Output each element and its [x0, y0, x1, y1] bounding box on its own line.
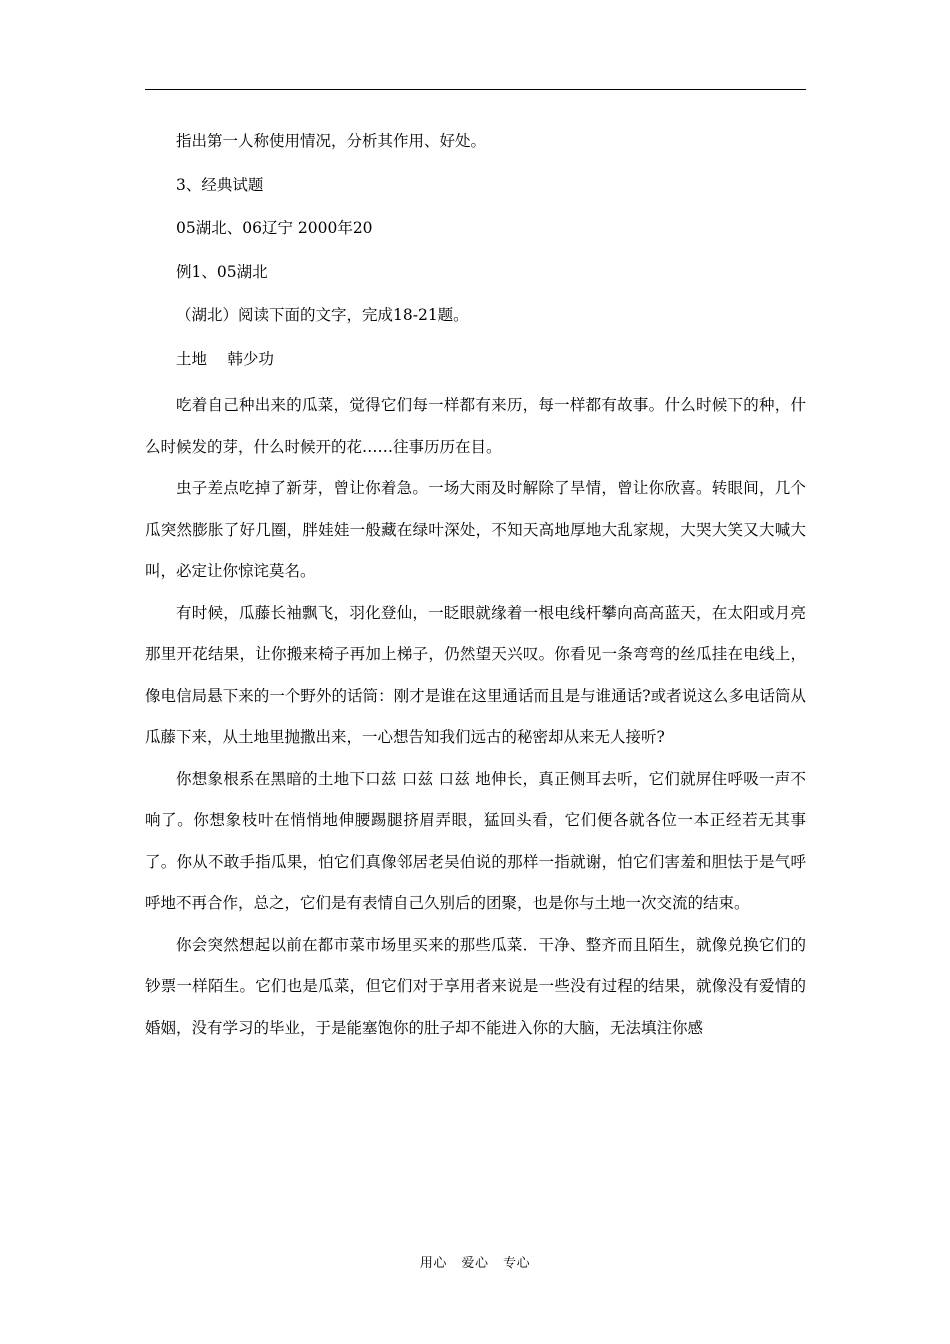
paragraph: 你会突然想起以前在都市菜市场里买来的那些瓜菜．干净、整齐而且陌生，就像兑换它们的钞票一样陌生。它们也是瓜菜，但它们对于享用者来说是一些没有过程的结果，就像没有爱情的婚姻，没有学习的毕业，于是能塞饱你的肚子却不能进入你的大脑，无法填注你感 [145, 935, 806, 1037]
text-line: 05湖北、06辽宁 2000年20 [176, 219, 373, 237]
paragraph: 有时候，瓜藤长袖飘飞，羽化登仙，一眨眼就缘着一根电线杆攀向高高蓝天，在太阳或月亮那里开花结果，让你搬来椅子再加上梯子，仍然望天兴叹。你看见一条弯弯的丝瓜挂在电线上，像电信局悬下来的一个野外的话筒：刚才是谁在这里通话而且是与谁通话?或者说这么多电话筒从瓜藤下来，从土地里抛撒出来，一心想告知我们远古的秘密却从来无人接听? [145, 603, 806, 746]
document-body [145, 120, 806, 1049]
header-rule [145, 89, 806, 90]
paragraph: 吃着自己种出来的瓜菜，觉得它们每一样都有来历，每一样都有故事。什么时候下的种，什么时候发的芽，什么时候开的花……往事历历在目。 [145, 396, 806, 456]
text-line: 指出第一人称使用情况，分析其作用、好处。 [176, 132, 487, 150]
article-title: 土地 韩少功 [176, 349, 274, 368]
section-heading: 3、经典试题 [176, 175, 264, 194]
paragraph: 虫子差点吃掉了新芽，曾让你着急。一场大雨及时解除了旱情，曾让你欣喜。转眼间，几个瓜突然膨胀了好几圈，胖娃娃一般藏在绿叶深处，不知天高地厚地大乱家规，大哭大笑又大喊大叫，必定让你惊诧莫名。 [145, 479, 806, 580]
page-footer: 用心 爱心 专心 [419, 1256, 531, 1271]
instruction-line: （湖北）阅读下面的文字，完成18-21题。 [176, 306, 469, 324]
example-heading: 例1、05湖北 [176, 262, 268, 281]
paragraph: 你想象根系在黑暗的土地下口兹 口兹 口兹 地伸长，真正侧耳去听，它们就屏住呼吸一声不响了。你想象枝叶在悄悄地伸腰踢腿挤眉弄眼，猛回头看，它们便各就各位一本正经若无其事了。你从不敢手指瓜果，怕它们真像邻居老吴伯说的那样一指就谢，怕它们害羞和胆怯于是气呼呼地不再合作，总之，它们是有表情自己久别后的团聚，也是你与土地一次交流的结束。 [145, 769, 806, 912]
